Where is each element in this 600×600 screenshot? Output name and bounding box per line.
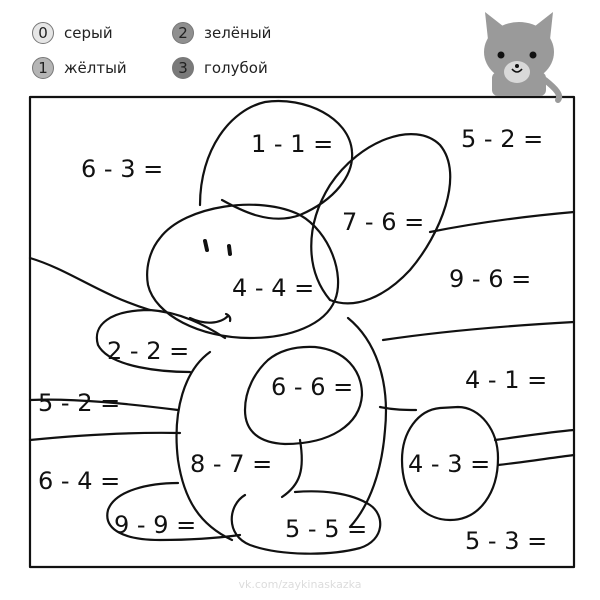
- eye-right: [229, 246, 230, 254]
- equation-band-right-top[interactable]: 9 - 6 =: [449, 265, 532, 293]
- ear-left[interactable]: [200, 101, 352, 219]
- cat-eye-left: [498, 52, 505, 59]
- equation-band-left-bottom[interactable]: 6 - 4 =: [38, 467, 121, 495]
- equation-ear-left[interactable]: 1 - 1 =: [251, 130, 334, 158]
- band-line: [495, 430, 574, 440]
- equation-ear-right[interactable]: 7 - 6 =: [342, 208, 425, 236]
- body-right[interactable]: [348, 318, 386, 527]
- equation-head[interactable]: 4 - 4 =: [232, 274, 315, 302]
- band-line: [430, 212, 574, 232]
- legend-label: голубой: [204, 59, 268, 77]
- equation-band-right-bottom[interactable]: 5 - 3 =: [465, 527, 548, 555]
- legend-label: жёлтый: [64, 59, 127, 77]
- band-line: [30, 258, 150, 310]
- legend-number-badge: 2: [172, 22, 194, 44]
- legend-number-badge: 1: [32, 57, 54, 79]
- cat-eye-right: [530, 52, 537, 59]
- legend-number-badge: 3: [172, 57, 194, 79]
- equation-band-right-mid[interactable]: 4 - 1 =: [465, 366, 548, 394]
- legend-label: зелёный: [204, 24, 272, 42]
- cat-mascot: [484, 12, 559, 100]
- equation-belly[interactable]: 6 - 6 =: [271, 373, 354, 401]
- eye-left: [205, 241, 207, 250]
- watermark: vk.com/zaykinaskazka: [238, 578, 362, 591]
- equation-band-left-mid[interactable]: 5 - 2 =: [38, 389, 121, 417]
- equation-body[interactable]: 8 - 7 =: [190, 450, 273, 478]
- band-line: [30, 433, 180, 440]
- leg-line: [282, 440, 302, 497]
- equation-foot-right[interactable]: 5 - 5 =: [285, 515, 368, 543]
- cat-nose: [515, 64, 519, 68]
- legend-label: серый: [64, 24, 113, 42]
- equation-sky-left[interactable]: 6 - 3 =: [81, 155, 164, 183]
- head[interactable]: [147, 205, 338, 338]
- equation-foot-left[interactable]: 9 - 9 =: [114, 511, 197, 539]
- equation-paw[interactable]: 2 - 2 =: [107, 337, 190, 365]
- equation-tail[interactable]: 4 - 3 =: [408, 450, 491, 478]
- legend-number-badge: 0: [32, 22, 54, 44]
- band-line: [498, 455, 574, 465]
- band-line: [383, 322, 574, 340]
- equation-sky-right[interactable]: 5 - 2 =: [461, 125, 544, 153]
